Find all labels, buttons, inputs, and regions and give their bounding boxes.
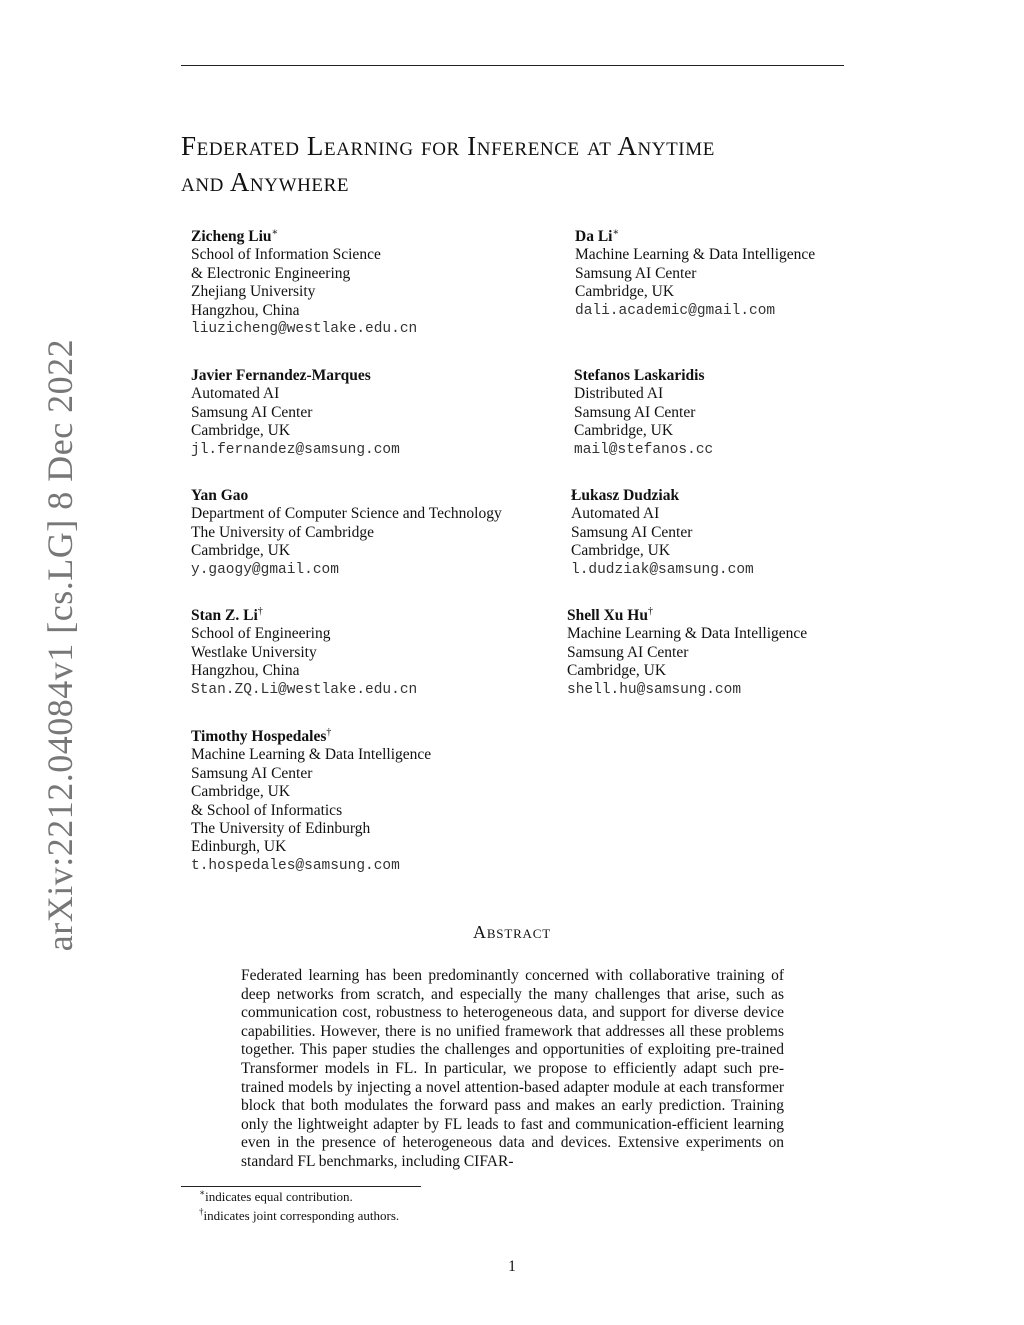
author-name: Timothy Hospedales†	[191, 726, 332, 745]
author-affiliation: Machine Learning & Data Intelligence	[567, 625, 808, 643]
author-email[interactable]: jl.fernandez@samsung.com	[191, 441, 400, 458]
abstract-heading: Abstract	[473, 922, 551, 942]
author-email[interactable]: y.gaogy@gmail.com	[191, 561, 339, 578]
author-affiliation: Samsung AI Center	[191, 764, 313, 782]
author-name: Yan Gao	[191, 487, 249, 504]
author-email[interactable]: Stan.ZQ.Li@westlake.edu.cn	[191, 681, 418, 698]
author-block	[191, 228, 417, 338]
author-affiliation: Samsung AI Center	[571, 523, 693, 541]
author-name: Da Li∗	[575, 226, 620, 245]
title-line-2: and Anywhere	[181, 167, 350, 197]
author-email[interactable]: shell.hu@samsung.com	[567, 681, 742, 698]
author-name: Łukasz Dudziak	[571, 487, 680, 504]
author-affiliation: Hangzhou, China	[191, 301, 300, 319]
author-affiliation: Machine Learning & Data Intelligence	[191, 746, 432, 764]
author-affiliation: The University of Cambridge	[191, 523, 374, 541]
author-affiliation: Cambridge, UK	[191, 542, 291, 560]
footnote: †indicates joint corresponding authors.	[199, 1206, 400, 1223]
author-affiliation: Zhejiang University	[191, 283, 316, 301]
author-affiliation: The University of Edinburgh	[191, 820, 371, 838]
author-affiliation: Automated AI	[191, 385, 280, 403]
author-email[interactable]: dali.academic@gmail.com	[575, 302, 776, 319]
arxiv-stamp: arXiv:2212.04084v1 [cs.LG] 8 Dec 2022	[40, 338, 80, 952]
author-affiliation: Samsung AI Center	[574, 403, 696, 421]
author-name: Shell Xu Hu†	[567, 605, 653, 624]
page-number: 1	[508, 1258, 516, 1275]
author-block	[191, 367, 400, 459]
author-affiliation: Cambridge, UK	[567, 662, 667, 680]
author-affiliation: Machine Learning & Data Intelligence	[575, 246, 816, 264]
author-block	[191, 487, 502, 579]
author-email[interactable]: l.dudziak@samsung.com	[571, 561, 754, 578]
author-block	[191, 728, 431, 875]
author-affiliation: Distributed AI	[574, 385, 664, 403]
author-email[interactable]: liuzicheng@westlake.edu.cn	[191, 321, 418, 338]
author-affiliation: & Electronic Engineering	[191, 264, 351, 282]
author-block	[571, 487, 754, 579]
paper-title	[181, 128, 861, 200]
author-affiliation: Hangzhou, China	[191, 662, 300, 680]
author-email[interactable]: t.hospedales@samsung.com	[191, 857, 400, 874]
author-affiliation: & School of Informatics	[191, 801, 343, 819]
author-block	[567, 607, 807, 699]
author-affiliation: School of Information Science	[191, 246, 381, 264]
author-name: Javier Fernandez-Marques	[191, 367, 371, 384]
author-affiliation: Cambridge, UK	[191, 783, 291, 801]
author-block	[191, 607, 417, 699]
author-affiliation: Samsung AI Center	[191, 403, 313, 421]
author-email[interactable]: mail@stefanos.cc	[574, 441, 714, 458]
author-name: Stefanos Laskaridis	[574, 367, 705, 384]
author-block	[574, 367, 713, 459]
author-name: Zicheng Liu∗	[191, 226, 279, 245]
author-affiliation: Cambridge, UK	[191, 422, 291, 440]
author-affiliation: Samsung AI Center	[575, 264, 697, 282]
title-line-1: Federated Learning for Inference at Anytime	[181, 131, 715, 161]
author-affiliation: School of Engineering	[191, 625, 331, 643]
author-affiliation: Westlake University	[191, 643, 317, 661]
footnote: ∗indicates equal contribution.	[199, 1187, 353, 1204]
author-name: Stan Z. Li†	[191, 605, 263, 624]
author-affiliation: Cambridge, UK	[574, 422, 674, 440]
footnote-rule	[181, 1186, 421, 1187]
author-affiliation: Cambridge, UK	[575, 283, 675, 301]
author-affiliation: Automated AI	[571, 505, 660, 523]
author-affiliation: Edinburgh, UK	[191, 838, 287, 856]
author-affiliation: Cambridge, UK	[571, 542, 671, 560]
abstract-text: Federated learning has been predominantly concerned with collaborative training of deep networks from scratch, and especially the many challenges that arise, such as communication cost, robustness to heterogeneous data, and support for diverse device capabilities. However, there is no unified framework that addresses all these problems together. This paper studies the challenges and opportunities of exploiting pre-trained Transformer models in FL. In particular, we propose to efficiently adapt such pre-trained models by injecting a novel attention-based adapter module at each transformer block that both modulates the forward pass and makes an early prediction. Training only the lightweight adapter by FL leads to fast and communication-efficient learning even in the presence of heterogeneous data and devices. Extensive experiments on standard FL benchmarks, including CIFAR-	[241, 967, 784, 1170]
author-affiliation: Department of Computer Science and Technology	[191, 505, 502, 523]
top-rule	[181, 65, 844, 66]
author-block	[575, 228, 815, 320]
author-affiliation: Samsung AI Center	[567, 643, 689, 661]
